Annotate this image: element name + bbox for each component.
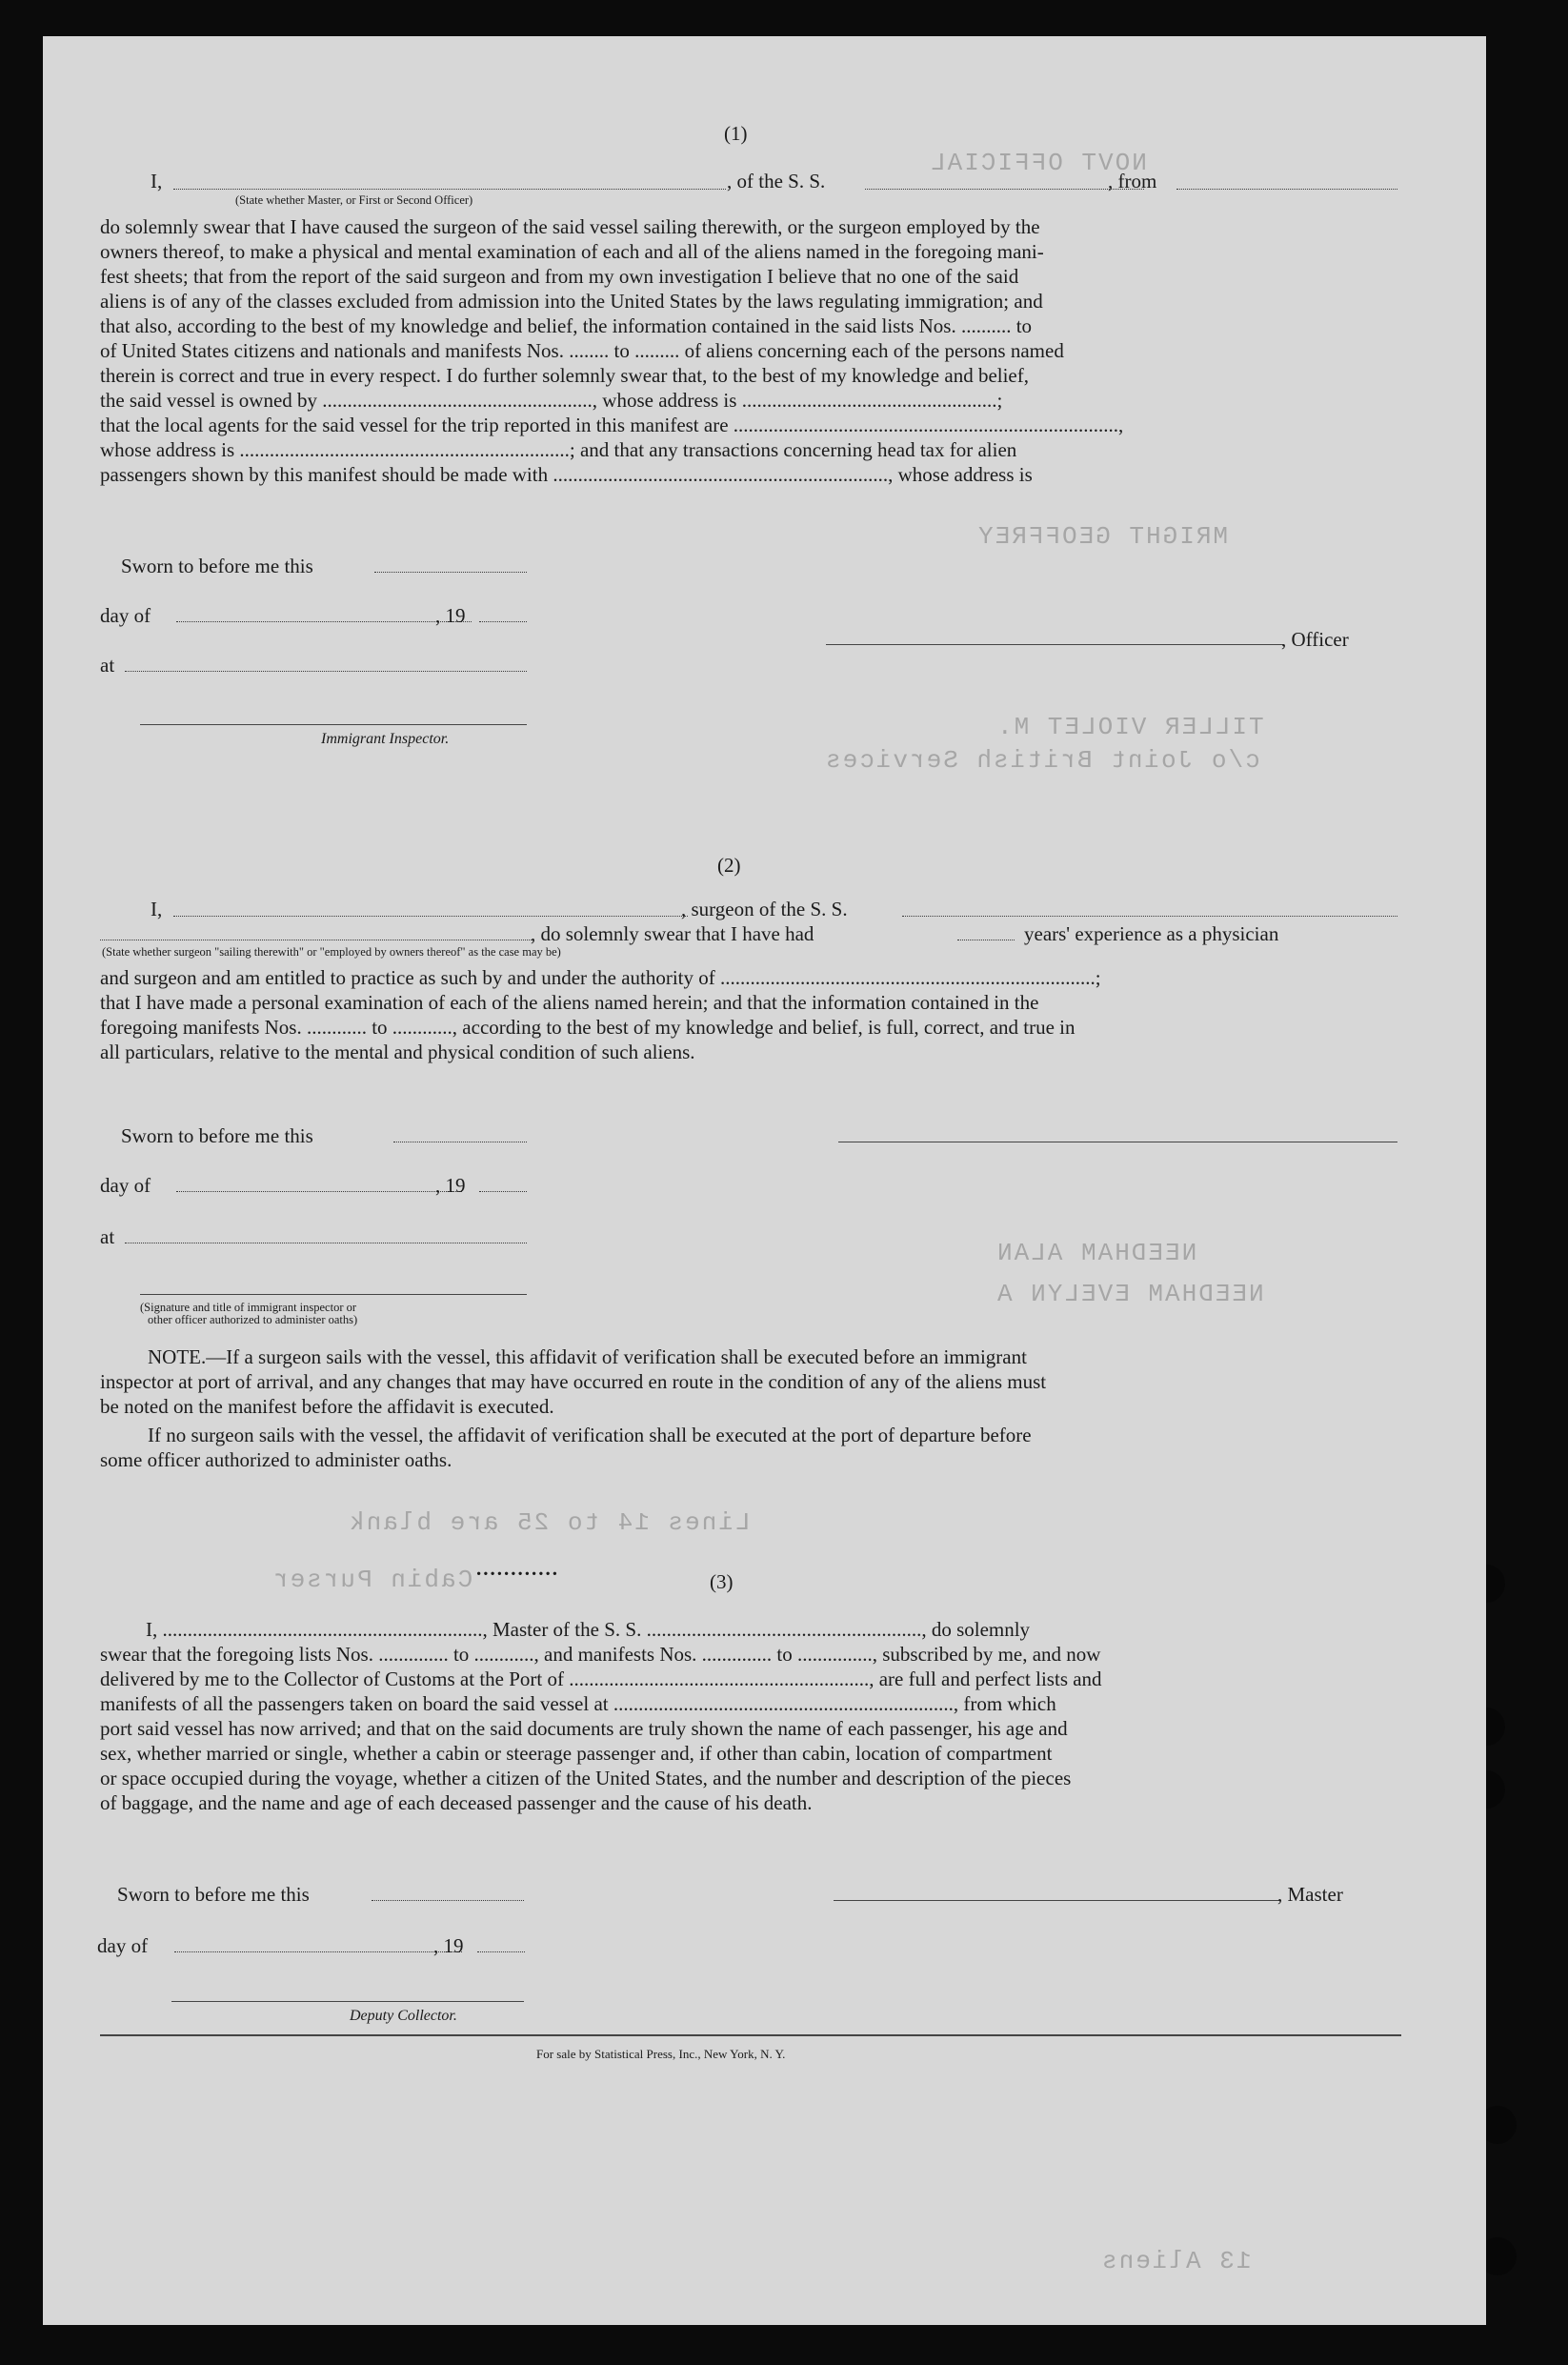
ship-label: , of the S. S. — [727, 170, 826, 192]
note-text-line: inspector at port of arrival, and any changes that may have occurred en route in the condition of any of the aliens must — [100, 1370, 1047, 1393]
section-1-text-line: the said vessel is owned by ......................................................, whose address is ...................................................; — [100, 389, 1003, 412]
bleed-through: TILLER VIOLET M. — [995, 713, 1264, 741]
purser-dots: ............ — [476, 1557, 559, 1580]
section-1-text-line: aliens is of any of the classes excluded from admission into the United States by the laws regulating immigration; and — [100, 290, 1043, 313]
note-text-line: some officer authorized to administer oaths. — [100, 1448, 452, 1471]
officer-signature-line — [826, 644, 1283, 645]
year-line — [477, 1951, 525, 1952]
year-label: , 19 — [435, 604, 466, 627]
surgeon-of-ss-label: , surgeon of the S. S. — [681, 898, 848, 920]
year-label: , 19 — [435, 1174, 466, 1197]
bleed-through: Lines 14 to 25 are blank — [348, 1508, 751, 1537]
from-port-line — [1176, 189, 1397, 190]
section-1-text-line: fest sheets; that from the report of the said surgeon and from my own investigation I believe that no one of the said — [100, 265, 1019, 288]
years-experience-label: years' experience as a physician — [1024, 922, 1279, 945]
note-text-line: If no surgeon sails with the vessel, the affidavit of verification shall be executed at the port of departure before — [148, 1424, 1032, 1446]
sworn-date-line — [374, 572, 527, 573]
surgeon-sub-label: (State whether surgeon "sailing therewith" or "employed by owners thereof" as the case may be) — [102, 945, 561, 959]
master-title-label: , Master — [1277, 1883, 1343, 1906]
section-2-text-line: foregoing manifests Nos. ............ to ............, according to the best of my knowledge and belief, is full, correct, and true in — [100, 1016, 1075, 1039]
section-2-number: (2) — [717, 854, 741, 877]
section-3-text-line: port said vessel has now arrived; and that on the said documents are truly shown the name of each passenger, his age and — [100, 1717, 1068, 1740]
master-label: I, — [151, 170, 163, 192]
collector-signature-line — [171, 2001, 524, 2002]
section-1-text-line: passengers shown by this manifest should be made with ..................................................................., whose address is — [100, 463, 1033, 486]
section-2-text-line: all particulars, relative to the mental and physical condition of such aliens. — [100, 1041, 695, 1063]
section-1-text-line: owners thereof, to make a physical and mental examination of each and all of the aliens named in the foregoing mani- — [100, 240, 1044, 263]
signature-note: other officer authorized to administer oaths) — [148, 1313, 358, 1326]
year-line — [479, 1191, 527, 1192]
at-place-line — [125, 671, 527, 672]
inspector-signature-line — [140, 1294, 527, 1295]
at-label: at — [100, 1225, 115, 1248]
ship-name-line — [865, 189, 1144, 190]
section-3-text-line: swear that the foregoing lists Nos. .............. to ............, and manifests Nos. .............. to ..............., subscribed by me, and now — [100, 1643, 1101, 1666]
section-1-text-line: that the local agents for the said vessel for the trip reported in this manifest are ............................................................................., — [100, 414, 1124, 436]
bleed-through: c/o Joint British Services — [824, 746, 1260, 775]
footer-rule — [100, 2034, 1401, 2036]
note-text-line: be noted on the manifest before the affidavit is executed. — [100, 1395, 554, 1418]
bleed-through: 13 Aliens — [1100, 2247, 1252, 2275]
bleed-through: Cabin Purser — [271, 1566, 473, 1594]
immigrant-inspector-label: Immigrant Inspector. — [321, 731, 450, 747]
section-3-text-line: or space occupied during the voyage, whether a citizen of the United States, and the number and description of the pieces — [100, 1767, 1072, 1789]
section-1-text-line: of United States citizens and nationals and manifests Nos. ........ to ......... of aliens concerning each of the persons named — [100, 339, 1064, 362]
section-3-text-line: delivered by me to the Collector of Customs at the Port of ............................................................, are full and perfect lists and — [100, 1668, 1102, 1690]
day-of-label: day of — [100, 1174, 151, 1197]
section-1-number: (1) — [724, 122, 748, 145]
bleed-through: MRIGHT GEOFFREY — [976, 522, 1229, 551]
surgeon-ship-line — [902, 916, 1397, 917]
sworn-date-line — [372, 1900, 524, 1901]
section-1-text-line: that also, according to the best of my knowledge and belief, the information contained in the said lists Nos. .......... to — [100, 314, 1033, 337]
section-3-text-line: I, ................................................................, Master of the S. S. ......................................................., do solemnly — [146, 1618, 1031, 1641]
surgeon-name-line — [173, 916, 688, 917]
surgeon-swear-label: , do solemnly swear that I have had — [531, 922, 814, 945]
signature-note: (Signature and title of immigrant inspector or — [140, 1301, 357, 1314]
sworn-label: Sworn to before me this — [117, 1883, 310, 1906]
section-3-text-line: sex, whether married or single, whether a cabin or steerage passenger and, if other than cabin, location of compartment — [100, 1742, 1053, 1765]
bleed-through: NOVT OFFICIAL — [929, 149, 1147, 177]
master-sub-label: (State whether Master, or First or Second Officer) — [235, 193, 473, 207]
day-of-line — [174, 1951, 462, 1952]
master-name-line — [173, 189, 726, 190]
year-label: , 19 — [433, 1934, 464, 1957]
year-line — [479, 621, 527, 622]
deputy-collector-label: Deputy Collector. — [350, 2008, 457, 2024]
section-3-text-line: manifests of all the passengers taken on board the said vessel at ...................................................................., from which — [100, 1692, 1056, 1715]
form-page — [43, 36, 1486, 2325]
section-1-text-line: do solemnly swear that I have caused the surgeon of the said vessel sailing therewith, or the surgeon employed by the — [100, 215, 1040, 238]
surgeon-label: I, — [151, 898, 163, 920]
from-label: , from — [1108, 170, 1157, 192]
officer-label: , Officer — [1281, 628, 1349, 651]
day-of-label: day of — [100, 604, 151, 627]
section-3-text-line: of baggage, and the name and age of each deceased passenger and the cause of his death. — [100, 1791, 813, 1814]
sworn-label: Sworn to before me this — [121, 555, 313, 577]
section-2-text-line: that I have made a personal examination of each of the aliens named herein; and that the information contained in the — [100, 991, 1039, 1014]
section-1-text-line: whose address is ..................................................................; and that any transactions concerning head tax for alien — [100, 438, 1017, 461]
day-of-line — [176, 621, 472, 622]
inspector-signature-line — [140, 724, 527, 725]
bleed-through: NEEDHAM EVELYN A — [995, 1280, 1264, 1308]
master-signature-line — [834, 1900, 1281, 1901]
section-1-text-line: therein is correct and true in every respect. I do further solemnly swear that, to the best of my knowledge and belief, — [100, 364, 1029, 387]
at-label: at — [100, 654, 115, 677]
note-text-line: NOTE.—If a surgeon sails with the vessel, this affidavit of verification shall be executed before an immigrant — [148, 1345, 1027, 1368]
footer-imprint: For sale by Statistical Press, Inc., New York, N. Y. — [536, 2047, 786, 2061]
day-of-label: day of — [97, 1934, 149, 1957]
bleed-through: NEEDHAM ALAN — [995, 1239, 1197, 1267]
section-3-number: (3) — [710, 1570, 734, 1593]
day-of-line — [176, 1191, 462, 1192]
section-2-text-line: and surgeon and am entitled to practice as such by and under the authority of ...........................................................................; — [100, 966, 1101, 989]
sworn-label: Sworn to before me this — [121, 1124, 313, 1147]
